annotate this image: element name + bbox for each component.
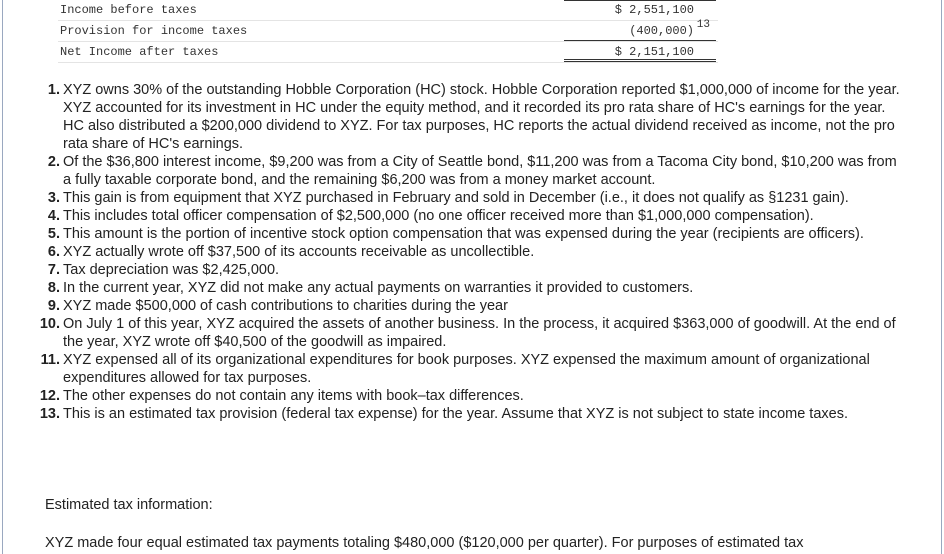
- footnote-text: XYZ made $500,000 of cash contributions to charities during the year: [63, 298, 508, 314]
- row-label: Net Income after taxes: [60, 45, 219, 59]
- footnote-text: This amount is the portion of incentive stock option compensation that was expensed during the year (recipients are officers).: [63, 226, 864, 242]
- amount-rule-total-2: [564, 61, 716, 62]
- row-label: Provision for income taxes: [60, 24, 248, 38]
- footnote-number: 7.: [47, 262, 60, 278]
- footnote-item: [0, 243, 900, 261]
- footnote-text: XYZ expensed all of its organizational expenditures for book purposes. XYZ expensed the maximum amount of organizational expenditures allowed for tax purposes.: [63, 352, 870, 386]
- footnote-number: 13.: [39, 406, 60, 422]
- row-amount: (400,000): [629, 24, 694, 38]
- row-amount: $ 2,151,100: [614, 45, 694, 59]
- footnote-number: 1.: [47, 82, 60, 98]
- table-row: [58, 21, 718, 42]
- footnote-text: XYZ owns 30% of the outstanding Hobble Corporation (HC) stock. Hobble Corporation reported $1,000,000 of income for the year. XYZ accounted for its investment in HC under the equity method, and it recorded its pro rata share of HC's earnings for the year. HC also distributed a $200,000 dividend to XYZ. For tax purposes, HC reports the actual dividend received as income, not the pro rata share of HC's earnings.: [63, 82, 900, 152]
- table-row: [58, 0, 718, 21]
- footnote-number: 3.: [47, 190, 60, 206]
- footnote-number: 9.: [47, 298, 60, 314]
- footnote-text: Of the $36,800 interest income, $9,200 was from a City of Seattle bond, $11,200 was from a Tacoma City bond, $10,200 was from a fully taxable corporate bond, and the remaining $6,200 was from a money market account.: [63, 154, 897, 188]
- footnote-item: [0, 387, 900, 405]
- footnote-item: [0, 207, 900, 225]
- footnote-item: [0, 297, 900, 315]
- footnote-number: 12.: [39, 388, 60, 404]
- footnote-text: Tax depreciation was $2,425,000.: [63, 262, 280, 278]
- footnotes-list: [0, 81, 900, 423]
- footnote-marker: 13: [696, 19, 710, 31]
- footnote-number: 4.: [47, 208, 60, 224]
- footnote-item: [0, 279, 900, 297]
- footnote-number: 2.: [47, 154, 60, 170]
- amount-rule-total-1: [564, 59, 716, 60]
- footnote-text: This is an estimated tax provision (federal tax expense) for the year. Assume that XYZ is not subject to state income taxes.: [63, 406, 848, 422]
- footnote-item: [0, 261, 900, 279]
- income-statement-table: [58, 0, 718, 63]
- footnote-number: 10.: [39, 316, 60, 332]
- footnote-text: In the current year, XYZ did not make any actual payments on warranties it provided to customers.: [63, 280, 694, 296]
- footnote-item: [0, 153, 900, 189]
- footnote-number: 8.: [47, 280, 60, 296]
- footnote-item: [0, 81, 900, 153]
- row-amount: $ 2,551,100: [614, 3, 694, 17]
- row-label: Income before taxes: [60, 3, 197, 17]
- footnote-number: 11.: [40, 352, 60, 368]
- footnote-item: [0, 315, 900, 351]
- footnote-item: [0, 351, 900, 387]
- footnote-item: [0, 189, 900, 207]
- estimated-tax-heading: Estimated tax information:: [45, 497, 213, 513]
- footnote-item: [0, 405, 900, 423]
- footnote-number: 6.: [47, 244, 60, 260]
- page-right-border: [941, 0, 942, 554]
- estimated-tax-paragraph: XYZ made four equal estimated tax payments totaling $480,000 ($120,000 per quarter). For purposes of estimated tax: [45, 535, 804, 551]
- footnote-text: This includes total officer compensation of $2,500,000 (no one officer received more than $1,000,000 compensation).: [63, 208, 814, 224]
- footnote-item: [0, 225, 900, 243]
- amount-rule-subtotal: [564, 40, 716, 41]
- footnote-text: The other expenses do not contain any items with book–tax differences.: [63, 388, 524, 404]
- footnote-text: On July 1 of this year, XYZ acquired the assets of another business. In the process, it acquired $363,000 of goodwill. At the end of the year, XYZ wrote off $40,500 of the goodwill as impaired.: [63, 316, 896, 350]
- footnote-text: This gain is from equipment that XYZ purchased in February and sold in December (i.e., it does not qualify as §1231 gain).: [63, 190, 849, 206]
- footnote-number: 5.: [47, 226, 60, 242]
- footnote-text: XYZ actually wrote off $37,500 of its accounts receivable as uncollectible.: [63, 244, 535, 260]
